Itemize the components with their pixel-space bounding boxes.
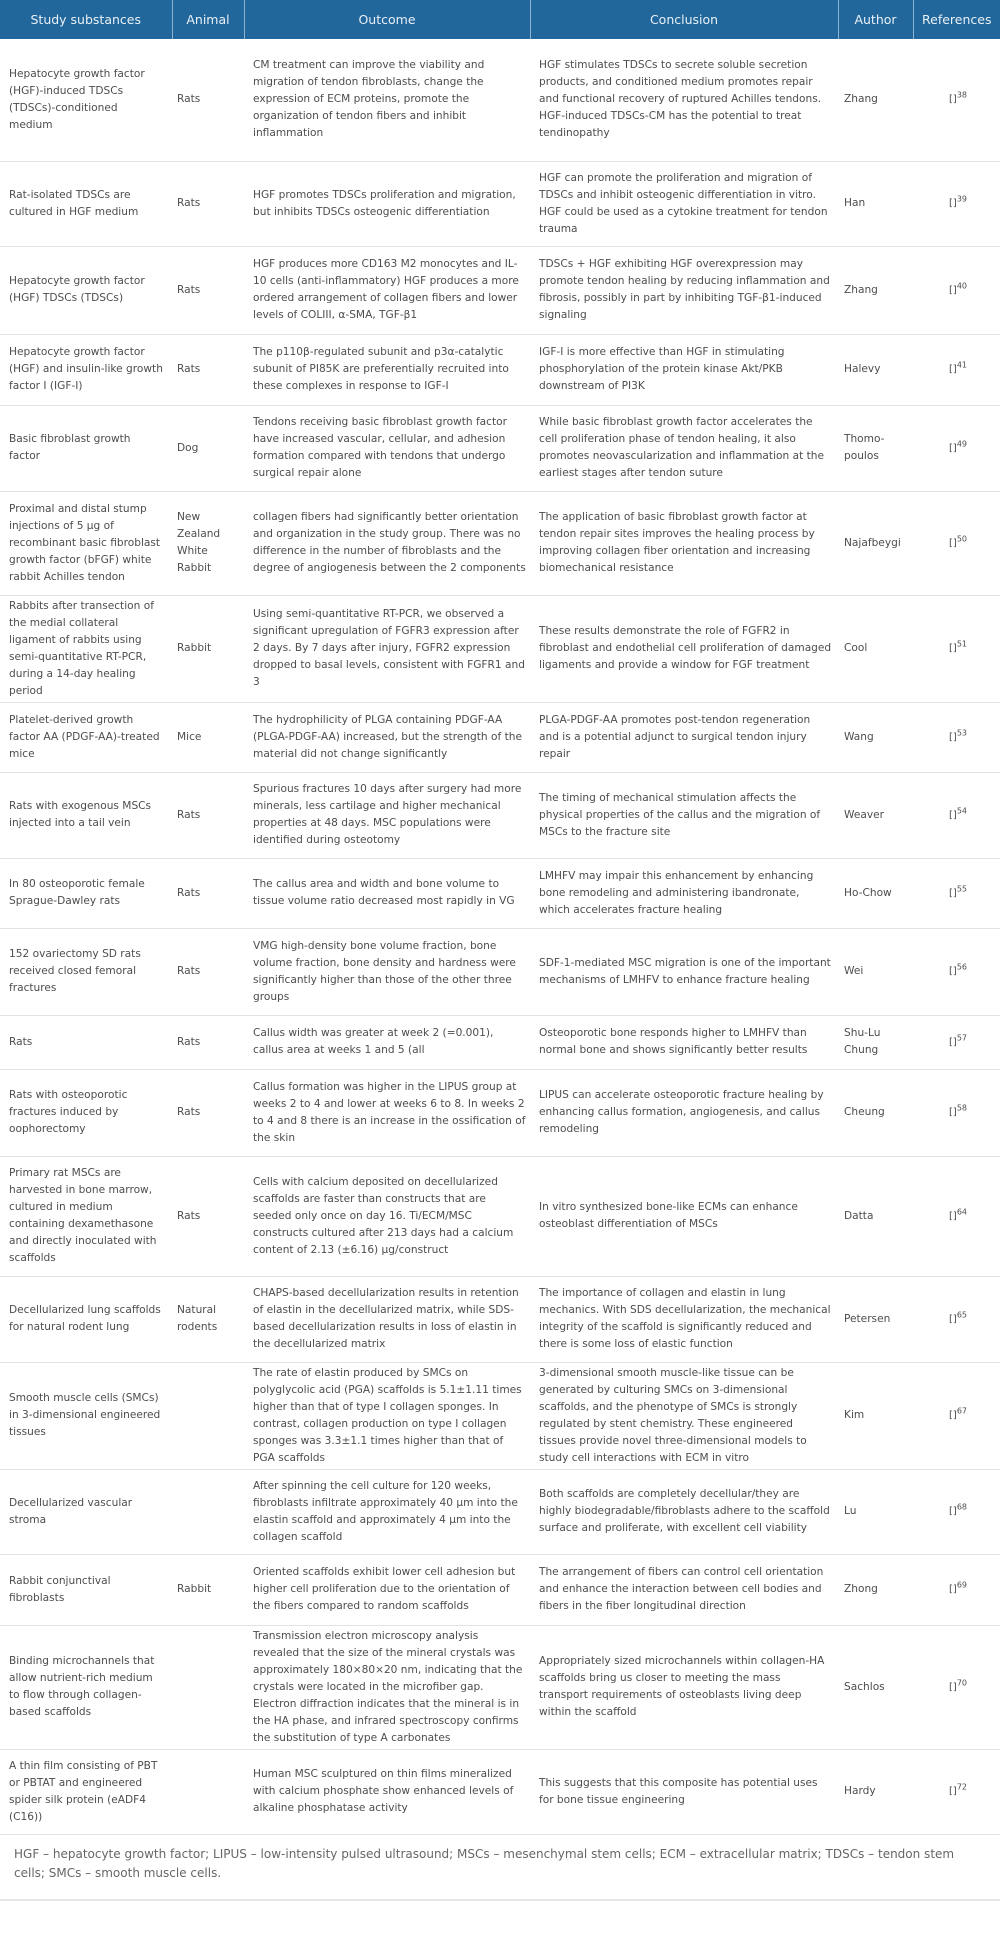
cell-author: Zhong [838, 1554, 913, 1625]
cell-reference [913, 491, 1000, 595]
cell-conclusion: Appropriately sized microchannels within collagen-HA scaffolds bring us closer to meeting the mass transport requirements of osteoblasts living deep within the scaffold [530, 1625, 838, 1749]
cell-conclusion: These results demonstrate the role of FGFR2 in fibroblast and endothelial cell proliferation of damaged ligaments and provide a window for FGF treatment [530, 595, 838, 702]
reference-link-icon[interactable]: [] [949, 1313, 957, 1325]
cell-conclusion: The arrangement of fibers can control cell orientation and enhance the interaction between cell bodies and fibers in the fiber longitudinal direction [530, 1554, 838, 1625]
reference-number[interactable]: 65 [956, 1309, 967, 1319]
table-row [0, 246, 1000, 334]
reference-number[interactable]: 58 [956, 1103, 967, 1113]
cell-reference [913, 858, 1000, 928]
cell-outcome: Oriented scaffolds exhibit lower cell adhesion but higher cell proliferation due to the orientation of the fibers compared to random scaffolds [244, 1554, 530, 1625]
table-row [0, 1625, 1000, 1749]
cell-animal: Rabbit [172, 595, 244, 702]
cell-reference [913, 1069, 1000, 1156]
cell-animal: Rats [172, 1015, 244, 1069]
cell-animal: Natural rodents [172, 1276, 244, 1362]
header-row [0, 0, 1000, 39]
cell-reference [913, 1554, 1000, 1625]
cell-outcome: The hydrophilicity of PLGA containing PDGF-AA (PLGA-PDGF-AA) increased, but the strength of the material did not change significantly [244, 702, 530, 772]
cell-study-substance: Decellularized lung scaffolds for natural rodent lung [0, 1276, 172, 1362]
reference-link-icon[interactable]: [] [949, 364, 957, 375]
cell-reference [913, 39, 1000, 161]
cell-study-substance: Hepatocyte growth factor (HGF)-induced TDSCs (TDSCs)-conditioned medium [0, 39, 172, 161]
reference-link-icon[interactable]: [] [949, 966, 957, 977]
table-row [0, 161, 1000, 246]
reference-number[interactable]: 41 [956, 360, 967, 370]
cell-animal [172, 1362, 244, 1469]
cell-author: Najafbeygi [838, 491, 913, 595]
cell-outcome: Cells with calcium deposited on decellularized scaffolds are faster than constructs that are seeded only once on day 16. Ti/ECM/MSC constructs cultured after 213 days had a calcium content of 2.13 (±6.16) μg/construct [244, 1156, 530, 1276]
column-header-outcome: Outcome [244, 0, 530, 39]
cell-reference [913, 772, 1000, 858]
reference-link-icon[interactable]: [] [949, 1107, 957, 1118]
cell-conclusion: TDSCs + HGF exhibiting HGF overexpression may promote tendon healing by reducing inflammation and fibrosis, possibly in part by inhibiting TGF-β1-induced signaling [530, 246, 838, 334]
cell-outcome: Tendons receiving basic fibroblast growth factor have increased vascular, cellular, and adhesion formation compared with tendons that undergo surgical repair alone [244, 405, 530, 491]
reference-link-icon[interactable]: [] [949, 198, 957, 209]
cell-animal: Rats [172, 928, 244, 1015]
cell-outcome: CM treatment can improve the viability and migration of tendon fibroblasts, change the expression of ECM proteins, promote the organization of tendon fibers and inhibit inflammation [244, 39, 530, 161]
table-row [0, 772, 1000, 858]
table-body [0, 39, 1000, 1834]
cell-study-substance: Rabbit conjunctival fibroblasts [0, 1554, 172, 1625]
cell-author: Wei [838, 928, 913, 1015]
table-row [0, 334, 1000, 405]
table-row [0, 928, 1000, 1015]
column-header-study-substances: Study substances [0, 0, 172, 39]
cell-outcome: HGF promotes TDSCs proliferation and migration, but inhibits TDSCs osteogenic differentiation [244, 161, 530, 246]
cell-animal: Mice [172, 702, 244, 772]
cell-reference [913, 1015, 1000, 1069]
cell-author: Ho-Chow [838, 858, 913, 928]
cell-author: Kim [838, 1362, 913, 1469]
reference-link-icon[interactable]: [] [949, 537, 957, 549]
cell-outcome: HGF produces more CD163 M2 monocytes and IL-10 cells (anti-inflammatory) HGF produces a more ordered arrangement of collagen fibers and lower levels of COLIII, α-SMA, TGF-β1 [244, 246, 530, 334]
cell-study-substance: Binding microchannels that allow nutrient-rich medium to flow through collagen-based scaffolds [0, 1625, 172, 1749]
table-row [0, 491, 1000, 595]
cell-conclusion: PLGA-PDGF-AA promotes post-tendon regeneration and is a potential adjunct to surgical tendon injury repair [530, 702, 838, 772]
table-footnote: HGF – hepatocyte growth factor; LIPUS – low-intensity pulsed ultrasound; MSCs – mesenchymal stem cells; ECM – extracellular matrix; TDSCs – tendon stem cells; SMCs – smooth muscle cells. [0, 1835, 1000, 1901]
column-header-conclusion: Conclusion [530, 0, 838, 39]
cell-reference [913, 246, 1000, 334]
table-row [0, 1015, 1000, 1069]
cell-reference [913, 1469, 1000, 1554]
cell-outcome: VMG high-density bone volume fraction, bone volume fraction, bone density and hardness were significantly higher than those of the other three groups [244, 928, 530, 1015]
cell-reference [913, 1362, 1000, 1469]
reference-link-icon[interactable]: [] [949, 1410, 957, 1421]
reference-number[interactable]: 40 [956, 280, 967, 290]
cell-reference [913, 1625, 1000, 1749]
table-row [0, 1156, 1000, 1276]
reference-link-icon[interactable]: [] [949, 94, 957, 106]
cell-conclusion: HGF stimulates TDSCs to secrete soluble secretion products, and conditioned medium promotes repair and functional recovery of ruptured Achilles tendons. HGF-induced TDSCs-CM has the potential to treat tendinopathy [530, 39, 838, 161]
reference-number[interactable]: 67 [956, 1406, 967, 1416]
cell-conclusion: IGF-I is more effective than HGF in stimulating phosphorylation of the protein kinase Akt/PKB downstream of PI3K [530, 334, 838, 405]
cell-study-substance: In 80 osteoporotic female Sprague-Dawley rats [0, 858, 172, 928]
reference-link-icon[interactable]: [] [949, 731, 957, 743]
cell-outcome: The callus area and width and bone volume to tissue volume ratio decreased most rapidly in VG [244, 858, 530, 928]
reference-link-icon[interactable]: [] [949, 1210, 957, 1222]
cell-outcome: CHAPS-based decellularization results in retention of elastin in the decellularized matrix, while SDS-based decellularization results in loss of elastin in the decellularized matrix [244, 1276, 530, 1362]
cell-study-substance: Rat-isolated TDSCs are cultured in HGF medium [0, 161, 172, 246]
cell-conclusion: The application of basic fibroblast growth factor at tendon repair sites improves the healing process by improving collagen fiber orientation and increasing biomechanical resistance [530, 491, 838, 595]
reference-link-icon[interactable]: [] [949, 1506, 957, 1517]
table-header [0, 0, 1000, 39]
table-row [0, 39, 1000, 161]
table-row [0, 1554, 1000, 1625]
cell-author: Zhang [838, 39, 913, 161]
table-row [0, 1276, 1000, 1362]
cell-author: Petersen [838, 1276, 913, 1362]
cell-conclusion: In vitro synthesized bone-like ECMs can enhance osteoblast differentiation of MSCs [530, 1156, 838, 1276]
cell-animal: New Zealand White Rabbit [172, 491, 244, 595]
reference-number[interactable]: 64 [956, 1206, 967, 1216]
cell-reference [913, 1749, 1000, 1834]
cell-author: Han [838, 161, 913, 246]
reference-link-icon[interactable]: [] [949, 442, 957, 454]
cell-animal: Rats [172, 1156, 244, 1276]
cell-conclusion: Both scaffolds are completely decellular/they are highly biodegradable/fibroblasts adhere to the scaffold surface and proliferate, with excellent cell viability [530, 1469, 838, 1554]
cell-study-substance: Smooth muscle cells (SMCs) in 3-dimensional engineered tissues [0, 1362, 172, 1469]
cell-animal: Dog [172, 405, 244, 491]
cell-animal: Rats [172, 772, 244, 858]
table-row [0, 405, 1000, 491]
cell-reference [913, 928, 1000, 1015]
table-row [0, 858, 1000, 928]
cell-author: Sachlos [838, 1625, 913, 1749]
cell-study-substance: Rats [0, 1015, 172, 1069]
cell-outcome: Callus formation was higher in the LIPUS group at weeks 2 to 4 and lower at weeks 6 to 8. In weeks 2 to 4 and 8 there is an increase in the ossification of the skin [244, 1069, 530, 1156]
cell-author: Cool [838, 595, 913, 702]
cell-study-substance: Platelet-derived growth factor AA (PDGF-AA)-treated mice [0, 702, 172, 772]
reference-number[interactable]: 39 [956, 194, 967, 204]
cell-conclusion: The timing of mechanical stimulation affects the physical properties of the callus and the migration of MSCs to the fracture site [530, 772, 838, 858]
cell-conclusion: LMHFV may impair this enhancement by enhancing bone remodeling and administering ibandronate, which accelerates fracture healing [530, 858, 838, 928]
cell-outcome: After spinning the cell culture for 120 weeks, fibroblasts infiltrate approximately 40 μm into the elastin scaffold and approximately 4 μm into the collagen scaffold [244, 1469, 530, 1554]
cell-study-substance: 152 ovariectomy SD rats received closed femoral fractures [0, 928, 172, 1015]
cell-study-substance: Rabbits after transection of the medial collateral ligament of rabbits using semi-quantitative RT-PCR, during a 14-day healing period [0, 595, 172, 702]
cell-study-substance: Decellularized vascular stroma [0, 1469, 172, 1554]
table-row [0, 1362, 1000, 1469]
cell-animal: Rabbit [172, 1554, 244, 1625]
column-header-references: References [913, 0, 1000, 39]
cell-study-substance: Primary rat MSCs are harvested in bone marrow, cultured in medium containing dexamethasone and directly inoculated with scaffolds [0, 1156, 172, 1276]
cell-conclusion: Osteoporotic bone responds higher to LMHFV than normal bone and shows significantly better results [530, 1015, 838, 1069]
cell-outcome: collagen fibers had significantly better orientation and organization in the study group. There was no difference in the number of fibroblasts and the degree of angiogenesis between the 2 components [244, 491, 530, 595]
reference-number[interactable]: 56 [956, 962, 967, 972]
cell-author: Halevy [838, 334, 913, 405]
column-header-animal: Animal [172, 0, 244, 39]
cell-outcome: Spurious fractures 10 days after surgery had more minerals, less cartilage and higher mechanical properties at 48 days. MSC populations were identified during osteotomy [244, 772, 530, 858]
cell-reference [913, 1276, 1000, 1362]
cell-animal [172, 1749, 244, 1834]
cell-animal: Rats [172, 161, 244, 246]
cell-animal: Rats [172, 39, 244, 161]
reference-link-icon[interactable]: [] [949, 1036, 957, 1048]
reference-link-icon[interactable]: [] [949, 1584, 957, 1595]
reference-number[interactable]: 49 [956, 438, 967, 448]
reference-number[interactable]: 54 [956, 805, 967, 815]
cell-author: Thomo-poulos [838, 405, 913, 491]
reference-number[interactable]: 57 [956, 1032, 967, 1042]
reference-link-icon[interactable]: [] [949, 643, 957, 654]
cell-animal [172, 1469, 244, 1554]
cell-outcome: The p110β-regulated subunit and p3α-catalytic subunit of PI85K are preferentially recruited into these complexes in response to IGF-I [244, 334, 530, 405]
cell-conclusion: HGF can promote the proliferation and migration of TDSCs and inhibit osteogenic differentiation in vitro. HGF could be used as a cytokine treatment for tendon trauma [530, 161, 838, 246]
table-row [0, 1069, 1000, 1156]
cell-study-substance: A thin film consisting of PBT or PBTAT and engineered spider silk protein (eADF4 (C16)) [0, 1749, 172, 1834]
cell-outcome: Using semi-quantitative RT-PCR, we observed a significant upregulation of FGFR3 expression after 2 days. By 7 days after injury, FGFR2 expression dropped to basal levels, consistent with FGFR1 and 3 [244, 595, 530, 702]
table-row [0, 1749, 1000, 1834]
cell-reference [913, 595, 1000, 702]
reference-link-icon[interactable]: [] [949, 1681, 957, 1693]
cell-reference [913, 702, 1000, 772]
cell-conclusion: SDF-1-mediated MSC migration is one of the important mechanisms of LMHFV to enhance fracture healing [530, 928, 838, 1015]
cell-study-substance: Hepatocyte growth factor (HGF) and insulin-like growth factor I (IGF-I) [0, 334, 172, 405]
cell-author: Weaver [838, 772, 913, 858]
cell-conclusion: 3-dimensional smooth muscle-like tissue can be generated by culturing SMCs on 3-dimensional scaffolds, and the phenotype of SMCs is strongly regulated by stent chemistry. These engineered tissues provide novel three-dimensional models to study cell interactions with ECM in vitro [530, 1362, 838, 1469]
reference-number[interactable]: 68 [956, 1502, 967, 1512]
cell-conclusion: The importance of collagen and elastin in lung mechanics. With SDS decellularization, the mechanical integrity of the scaffold is significantly reduced and there is some loss of elastic function [530, 1276, 838, 1362]
cell-study-substance: Proximal and distal stump injections of 5 μg of recombinant basic fibroblast growth factor (bFGF) white rabbit Achilles tendon [0, 491, 172, 595]
cell-conclusion: LIPUS can accelerate osteoporotic fracture healing by enhancing callus formation, angiogenesis, and callus remodeling [530, 1069, 838, 1156]
table-row [0, 702, 1000, 772]
reference-link-icon[interactable]: [] [949, 284, 957, 296]
table-row [0, 1469, 1000, 1554]
cell-author: Lu [838, 1469, 913, 1554]
cell-animal: Rats [172, 246, 244, 334]
cell-reference [913, 405, 1000, 491]
cell-study-substance: Basic fibroblast growth factor [0, 405, 172, 491]
cell-reference [913, 334, 1000, 405]
cell-animal [172, 1625, 244, 1749]
cell-animal: Rats [172, 858, 244, 928]
cell-outcome: Human MSC sculptured on thin films mineralized with calcium phosphate show enhanced levels of alkaline phosphatase activity [244, 1749, 530, 1834]
reference-number[interactable]: 38 [956, 90, 967, 100]
reference-number[interactable]: 55 [956, 883, 967, 893]
cell-conclusion: While basic fibroblast growth factor accelerates the cell proliferation phase of tendon healing, it also promotes neovascularization and inflammation at the earliest stages after tendon suture [530, 405, 838, 491]
cell-author: Zhang [838, 246, 913, 334]
cell-outcome: Transmission electron microscopy analysis revealed that the size of the mineral crystals was approximately 180×80×20 nm, indicating that the crystals were located in the microfiber gap. Electron diffraction indicates that the mineral is in the HA phase, and infrared spectroscopy confirms the substitution of type A carbonates [244, 1625, 530, 1749]
cell-study-substance: Rats with exogenous MSCs injected into a tail vein [0, 772, 172, 858]
cell-reference [913, 161, 1000, 246]
table-row [0, 595, 1000, 702]
cell-author: Hardy [838, 1749, 913, 1834]
cell-outcome: The rate of elastin produced by SMCs on polyglycolic acid (PGA) scaffolds is 5.1±1.11 times higher than that of type I collagen sponges. In contrast, collagen production on type I collagen sponges was 3.3±1.1 times higher than that of PGA scaffolds [244, 1362, 530, 1469]
reference-link-icon[interactable]: [] [949, 809, 957, 821]
cell-outcome: Callus width was greater at week 2 (=0.001), callus area at weeks 1 and 5 (all [244, 1015, 530, 1069]
cell-reference [913, 1156, 1000, 1276]
cell-animal: Rats [172, 1069, 244, 1156]
cell-author: Datta [838, 1156, 913, 1276]
cell-author: Shu-Lu Chung [838, 1015, 913, 1069]
reference-number[interactable]: 69 [956, 1580, 967, 1590]
reference-link-icon[interactable]: [] [949, 887, 957, 899]
cell-study-substance: Hepatocyte growth factor (HGF) TDSCs (TDSCs) [0, 246, 172, 334]
reference-number[interactable]: 50 [956, 533, 967, 543]
reference-number[interactable]: 72 [956, 1782, 967, 1792]
cell-author: Cheung [838, 1069, 913, 1156]
cell-study-substance: Rats with osteoporotic fractures induced by oophorectomy [0, 1069, 172, 1156]
reference-number[interactable]: 70 [956, 1677, 967, 1687]
cell-animal: Rats [172, 334, 244, 405]
cell-author: Wang [838, 702, 913, 772]
column-header-author: Author [838, 0, 913, 39]
reference-link-icon[interactable]: [] [949, 1786, 957, 1797]
reference-number[interactable]: 53 [956, 727, 967, 737]
cell-conclusion: This suggests that this composite has potential uses for bone tissue engineering [530, 1749, 838, 1834]
reference-number[interactable]: 51 [956, 639, 967, 649]
